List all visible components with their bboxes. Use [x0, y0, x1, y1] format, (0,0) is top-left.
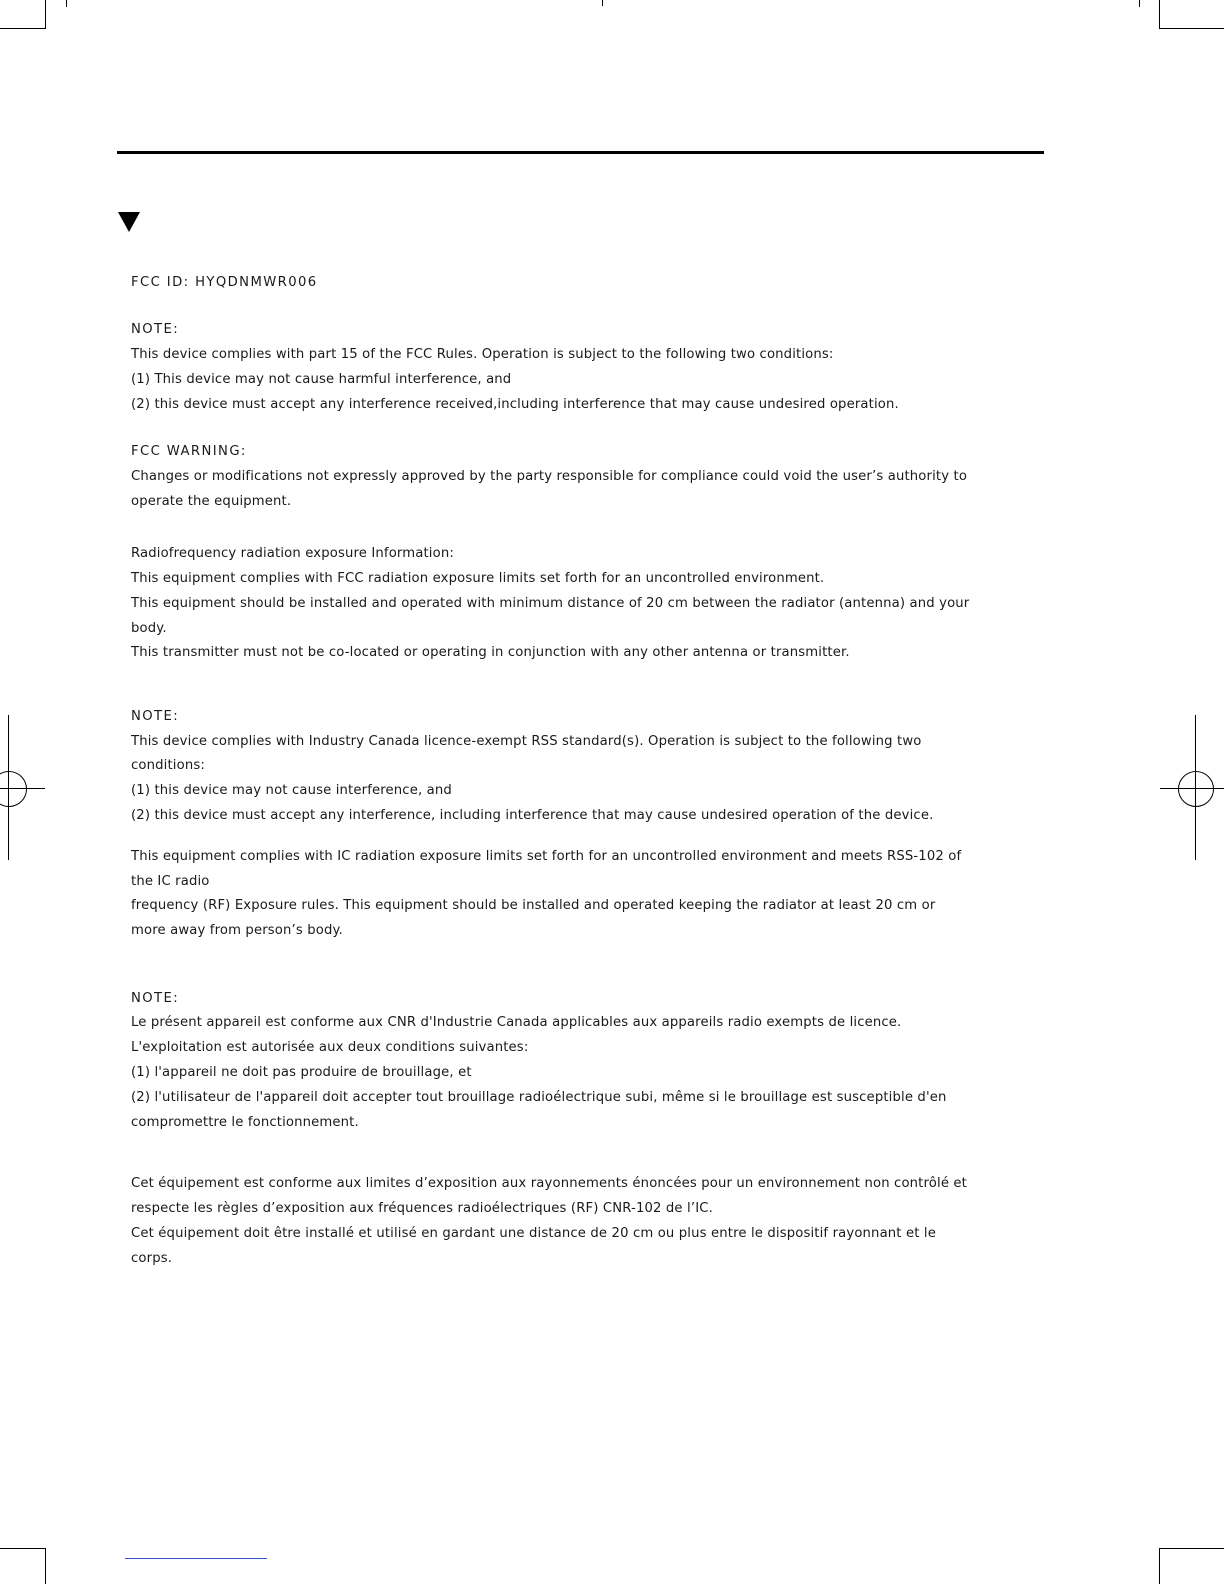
- fcc-warning-line: Changes or modifications not expressly approved by the party responsible for compliance could void the user’s authority to: [131, 469, 968, 484]
- crop-mark: [602, 0, 603, 6]
- ic-exposure-line: frequency (RF) Exposure rules. This equipment should be installed and operated keeping the radiator at least 20 cm or: [131, 898, 936, 913]
- fcc-id: FCC ID: HYQDNMWR006: [131, 275, 318, 290]
- crop-mark: [1159, 1548, 1224, 1549]
- fcc-note-line: (1) This device may not cause harmful interference, and: [131, 372, 512, 387]
- fr-note-line: Le présent appareil est conforme aux CNR d'Industrie Canada applicables aux appareils radio exempts de licence.: [131, 1015, 902, 1030]
- ic-note-line: conditions:: [131, 758, 205, 773]
- rf-exposure-heading: Radiofrequency radiation exposure Information:: [131, 546, 454, 561]
- fcc-note-line: This device complies with part 15 of the FCC Rules. Operation is subject to the following two conditions:: [131, 347, 834, 362]
- ic-note-line: (1) this device may not cause interference, and: [131, 783, 452, 798]
- rf-exposure-line: This transmitter must not be co-located or operating in conjunction with any other antenna or transmitter.: [131, 645, 850, 660]
- header-rule: [117, 151, 1044, 154]
- fcc-warning-line: operate the equipment.: [131, 494, 292, 509]
- fr-note-line: (2) l'utilisateur de l'appareil doit accepter tout brouillage radioélectrique subi, même si le brouillage est susceptible d'en: [131, 1090, 947, 1105]
- footer-rule: [125, 1558, 267, 1559]
- crop-mark: [66, 0, 67, 7]
- rf-exposure-line: This equipment should be installed and operated with minimum distance of 20 cm between the radiator (antenna) and your: [131, 596, 970, 611]
- ic-exposure-line: more away from person’s body.: [131, 923, 343, 938]
- ic-exposure-line: the IC radio: [131, 874, 210, 889]
- fr-note-line: (1) l'appareil ne doit pas produire de brouillage, et: [131, 1065, 472, 1080]
- fcc-warning-heading: FCC WARNING:: [131, 444, 247, 459]
- fr-note-heading: NOTE:: [131, 991, 180, 1006]
- fr-note-line: compromettre le fonctionnement.: [131, 1115, 359, 1130]
- crop-mark: [1159, 0, 1160, 29]
- ic-note-heading: NOTE:: [131, 709, 180, 724]
- crop-mark: [45, 0, 46, 29]
- fr-exposure-line: respecte les règles d’exposition aux fréquences radioélectriques (RF) CNR-102 de l’IC.: [131, 1201, 713, 1216]
- section-triangle-icon: [118, 212, 140, 232]
- fr-exposure-line: Cet équipement est conforme aux limites d’exposition aux rayonnements énoncées pour un environnement non contrôlé et: [131, 1176, 968, 1191]
- fr-note-line: L'exploitation est autorisée aux deux conditions suivantes:: [131, 1040, 529, 1055]
- rf-exposure-line: body.: [131, 621, 167, 636]
- registration-circle: [0, 771, 27, 807]
- registration-circle: [1178, 771, 1214, 807]
- crop-mark: [45, 1548, 46, 1584]
- crop-mark: [1159, 1548, 1160, 1584]
- ic-exposure-line: This equipment complies with IC radiation exposure limits set forth for an uncontrolled environment and meets RSS-102 of: [131, 849, 962, 864]
- fcc-note-line: (2) this device must accept any interference received,including interference that may cause undesired operation.: [131, 397, 899, 412]
- rf-exposure-line: This equipment complies with FCC radiation exposure limits set forth for an uncontrolled environment.: [131, 571, 825, 586]
- crop-mark: [1159, 28, 1224, 29]
- crop-mark: [0, 28, 46, 29]
- crop-mark: [0, 1548, 46, 1549]
- ic-note-line: (2) this device must accept any interference, including interference that may cause undesired operation of the device.: [131, 808, 934, 823]
- fr-exposure-line: corps.: [131, 1251, 173, 1266]
- crop-mark: [1139, 0, 1140, 7]
- fr-exposure-line: Cet équipement doit être installé et utilisé en gardant une distance de 20 cm ou plus entre le dispositif rayonnant et le: [131, 1226, 936, 1241]
- fcc-note-heading: NOTE:: [131, 322, 180, 337]
- ic-note-line: This device complies with Industry Canada licence-exempt RSS standard(s). Operation is subject to the following two: [131, 734, 922, 749]
